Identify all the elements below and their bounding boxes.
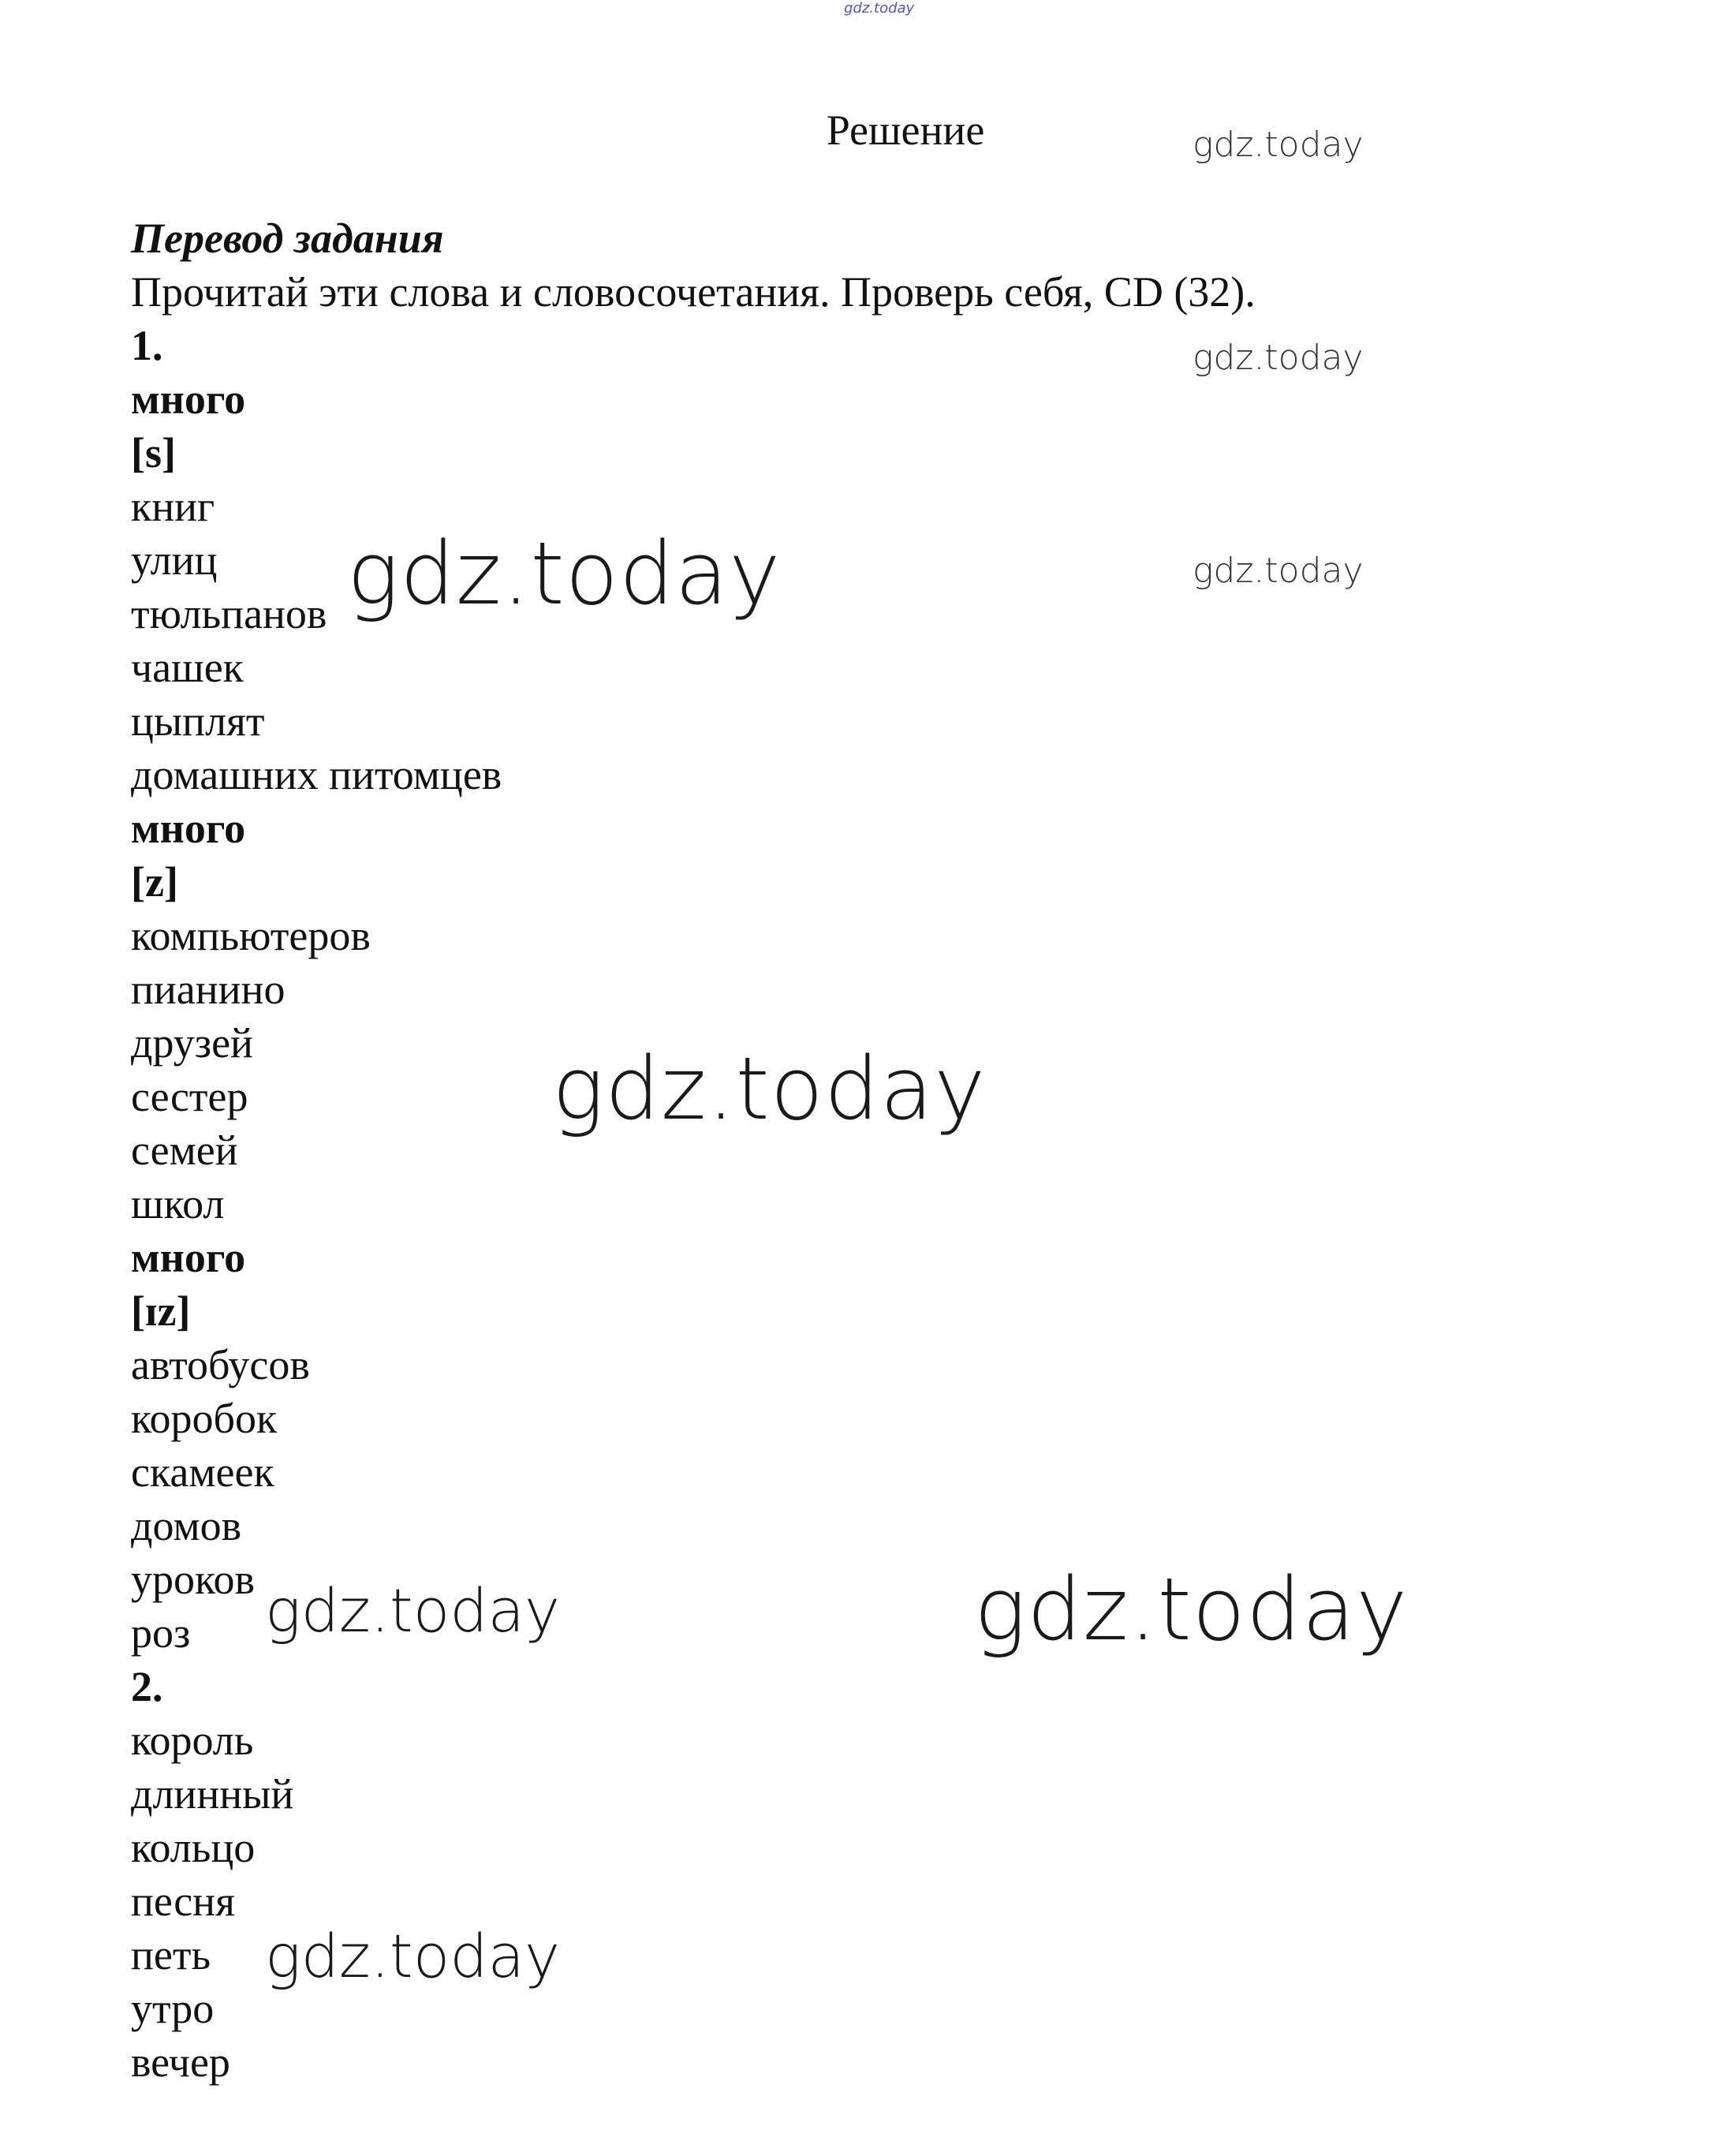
- watermark: gdz.today: [1193, 125, 1364, 165]
- list-item: компьютеров: [131, 912, 371, 959]
- list-item: чашек: [131, 644, 244, 691]
- list-item: пианино: [131, 966, 286, 1013]
- list-item: домашних питомцев: [131, 751, 502, 798]
- list-item: сестер: [131, 1073, 248, 1120]
- list-item: друзей: [131, 1019, 253, 1067]
- watermark: gdz.today: [265, 1921, 560, 1991]
- section-2-number: 2.: [131, 1663, 163, 1710]
- list-item: школ: [131, 1180, 225, 1227]
- section-1-number: 1.: [131, 322, 163, 369]
- list-item: улиц: [131, 536, 218, 584]
- group-word: много: [131, 805, 246, 852]
- list-item: домов: [131, 1502, 242, 1549]
- list-item: вечер: [131, 2038, 230, 2086]
- top-watermark: gdz.today: [844, 0, 915, 17]
- list-item: автобусов: [131, 1341, 310, 1388]
- list-item: кольцо: [131, 1824, 256, 1871]
- watermark: gdz.today: [265, 1575, 560, 1646]
- list-item: длинный: [131, 1770, 294, 1818]
- list-item: тюльпанов: [131, 590, 327, 637]
- page-title: Решение: [826, 106, 985, 154]
- watermark: gdz.today: [974, 1559, 1409, 1660]
- watermark: gdz.today: [1193, 551, 1364, 591]
- list-item: король: [131, 1717, 254, 1764]
- group-word: много: [131, 1234, 246, 1281]
- list-item: уроков: [131, 1556, 255, 1603]
- list-item: утро: [131, 1985, 215, 2032]
- list-item: семей: [131, 1127, 238, 1174]
- list-item: скамеек: [131, 1448, 274, 1496]
- watermark: gdz.today: [552, 1038, 987, 1139]
- section-heading: Перевод задания: [131, 215, 444, 262]
- group-sound: [ɪz]: [131, 1287, 191, 1335]
- list-item: цыплят: [131, 697, 265, 745]
- list-item: песня: [131, 1878, 235, 1925]
- list-item: книг: [131, 483, 215, 530]
- watermark: gdz.today: [347, 523, 782, 624]
- list-item: коробок: [131, 1395, 278, 1442]
- watermark: gdz.today: [1193, 338, 1364, 378]
- instruction-text: Прочитай эти слова и словосочетания. Проверь себя, CD (32).: [131, 268, 1256, 316]
- list-item: роз: [131, 1609, 191, 1657]
- document-content: [131, 211, 1629, 2089]
- group-sound: [s]: [131, 429, 176, 476]
- list-item: петь: [131, 1931, 211, 1979]
- group-word: много: [131, 376, 246, 423]
- group-sound: [z]: [131, 858, 178, 906]
